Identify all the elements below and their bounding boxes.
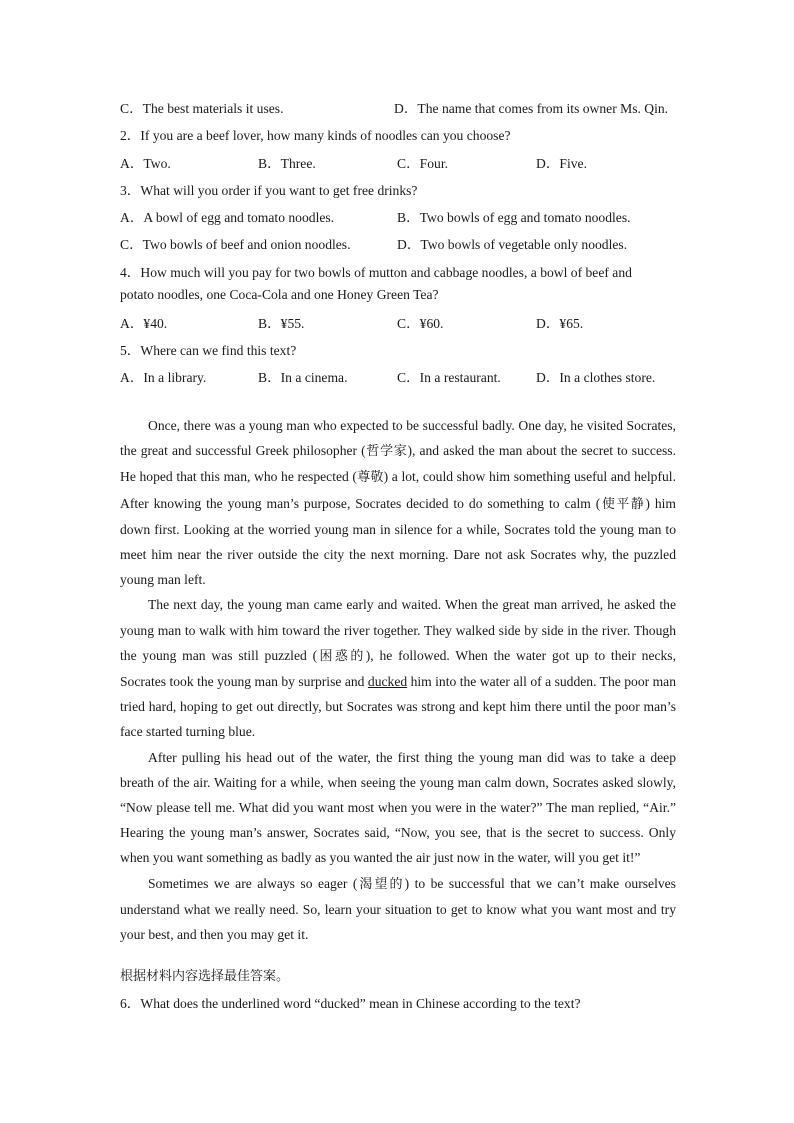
q5-stem: 5．Where can we find this text?	[120, 343, 297, 358]
q5-option-a: A．In a library.	[120, 370, 207, 385]
q4-option-d: D．¥65.	[536, 316, 584, 331]
q3-option-b: B．Two bowls of egg and tomato noodles.	[397, 210, 631, 225]
passage-paragraph-2: The next day, the young man came early and waited. When the great man arrived, he asked the young man to walk with him toward the river together. They walked side by side in the river. Though the young man was still puzzled (困惑的), he followed. When the water got up to their necks, Socrates took the young man by surprise and ducked him into the water all of a sudden. The poor man tried hard, hoping to get out directly, but Socrates was strong and kept him there until the poor man’s face started turning blue.	[120, 597, 676, 740]
passage-paragraph-1: Once, there was a young man who expected to be successful badly. One day, he visited Socrates, the great and successful Greek philosopher (哲学家), and asked the man about the secret to success. He hoped that this man, who he respected (尊敬) a lot, could show him something useful and helpful. After knowing the young man’s purpose, Socrates decided to do something to calm (使平静) him down first. Looking at the worried young man in silence for a while, Socrates told the young man to meet him near the river outside the city the next morning. Dare not ask Socrates why, the puzzled young man left.	[120, 418, 676, 588]
q4-option-a: A．¥40.	[120, 316, 168, 331]
passage-paragraph-4: Sometimes we are always so eager (渴望的) to be successful that we can’t make ourselves understand what we really need. So, learn your situation to get to know what you want most and try your best, and then you may get it.	[120, 875, 676, 943]
gloss-calm: 使平静	[600, 496, 646, 512]
q4-stem-line1: 4．How much will you pay for two bowls of mutton and cabbage noodles, a bowl of beef and	[120, 265, 632, 280]
gloss-respected: 尊敬	[356, 470, 384, 486]
q5-option-b: B．In a cinema.	[258, 370, 348, 385]
gloss-eager: 渴望的	[357, 876, 405, 892]
q2-option-a: A．Two.	[120, 156, 171, 171]
section-instruction: 根据材料内容选择最佳答案。	[120, 969, 290, 984]
underlined-word-ducked: ducked	[367, 674, 408, 690]
q2-stem: 2．If you are a beef lover, how many kinds of noodles can you choose?	[120, 128, 511, 143]
q6-stem: 6．What does the underlined word “ducked” mean in Chinese according to the text?	[120, 996, 581, 1011]
gloss-philosopher: 哲学家	[365, 444, 408, 460]
q2-option-c: C．Four.	[397, 156, 448, 171]
q5-option-d: D．In a clothes store.	[536, 370, 656, 385]
q3-option-c: C．Two bowls of beef and onion noodles.	[120, 237, 351, 252]
reading-passage	[120, 413, 676, 947]
q4-option-b: B．¥55.	[258, 316, 305, 331]
passage-paragraph-3: After pulling his head out of the water, the first thing the young man did was to take a deep breath of the air. Waiting for a while, when seeing the young man calm down, Socrates asked slowly, “Now please tell me. What did you want most when you were in the water?” The man replied, “Air.” Hearing the young man’s answer, Socrates said, “Now, you see, that is the secret to success. Only when you want something as badly as you wanted the air just now in the water, will you get it!”	[120, 749, 676, 866]
q1-option-d: D．The name that comes from its owner Ms. Qin.	[394, 101, 669, 116]
q5-option-c: C．In a restaurant.	[397, 370, 501, 385]
gloss-puzzled: 困惑的	[317, 648, 366, 664]
q2-option-d: D．Five.	[536, 156, 587, 171]
q4-option-c: C．¥60.	[397, 316, 444, 331]
q1-option-c: C．The best materials it uses.	[120, 101, 284, 116]
q2-option-b: B．Three.	[258, 156, 316, 171]
q3-stem: 3．What will you order if you want to get free drinks?	[120, 183, 418, 198]
q3-option-a: A．A bowl of egg and tomato noodles.	[120, 210, 335, 225]
q3-option-d: D．Two bowls of vegetable only noodles.	[397, 237, 628, 252]
q4-stem-line2: potato noodles, one Coca-Cola and one Honey Green Tea?	[120, 287, 439, 302]
